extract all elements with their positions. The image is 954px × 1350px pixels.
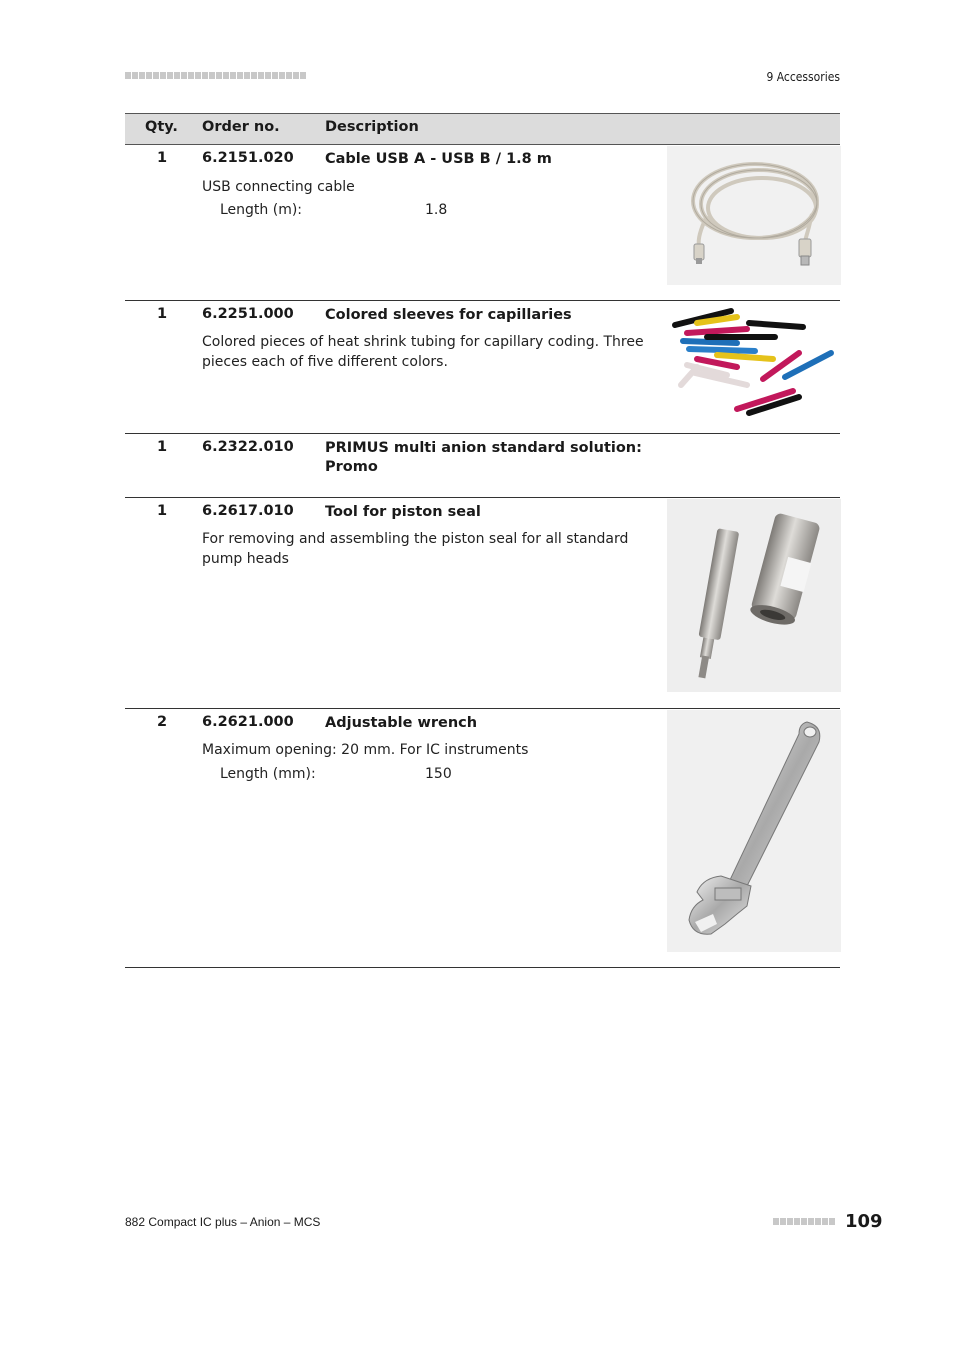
document-title: 882 Compact IC plus – Anion – MCS — [125, 1215, 321, 1229]
row-order-no: 6.2621.000 — [202, 714, 294, 730]
row-order-no: 6.2322.010 — [202, 439, 294, 455]
column-header-description: Description — [325, 119, 419, 135]
column-header-qty: Qty. — [145, 119, 178, 135]
chapter-title: 9 Accessories — [766, 70, 840, 84]
row-title: Adjustable wrench — [325, 715, 478, 731]
colored-sleeves-image — [667, 303, 841, 419]
usb-cable-image — [667, 146, 841, 285]
colored-sleeves-photo — [667, 303, 841, 419]
piston-seal-tool-image — [667, 499, 841, 692]
usb-cable-photo — [667, 146, 841, 285]
adjustable-wrench-image — [667, 710, 841, 952]
accessories-table — [125, 113, 840, 968]
row-description: Maximum opening: 20 mm. For IC instruments — [202, 742, 529, 758]
row-qty: 1 — [157, 150, 168, 166]
row-param-value: 150 — [425, 766, 452, 782]
table-row — [125, 709, 840, 968]
footer-marker — [773, 1218, 835, 1225]
row-description: Colored pieces of heat shrink tubing for capillary coding. Three pieces each of five different colors. — [202, 334, 644, 370]
row-description: For removing and assembling the piston seal for all standard pump heads — [202, 531, 629, 567]
row-order-no: 6.2617.010 — [202, 503, 294, 519]
table-row — [125, 434, 840, 498]
adjustable-wrench-photo — [667, 710, 841, 952]
table-row — [125, 145, 840, 301]
row-title: Colored sleeves for capillaries — [325, 307, 572, 323]
header-marker — [125, 72, 306, 80]
row-param-value: 1.8 — [425, 202, 448, 218]
table-row — [125, 301, 840, 434]
row-order-no: 6.2151.020 — [202, 150, 294, 166]
row-title: Tool for piston seal — [325, 504, 481, 520]
piston-seal-tool-photo — [667, 499, 841, 692]
row-title: PRIMUS multi anion standard solution: Promo — [325, 440, 642, 475]
table-row — [125, 498, 840, 709]
page-number: 109 — [845, 1211, 883, 1232]
row-order-no: 6.2251.000 — [202, 306, 294, 322]
row-param-label: Length (mm): — [220, 766, 316, 782]
table-header — [125, 113, 840, 145]
column-header-order-no: Order no. — [202, 119, 280, 135]
row-qty: 1 — [157, 439, 168, 455]
row-description: USB connecting cable — [202, 179, 355, 195]
row-qty: 1 — [157, 503, 168, 519]
row-qty: 2 — [157, 714, 168, 730]
row-qty: 1 — [157, 306, 168, 322]
row-param-label: Length (m): — [220, 202, 303, 218]
row-title: Cable USB A - USB B / 1.8 m — [325, 151, 552, 167]
